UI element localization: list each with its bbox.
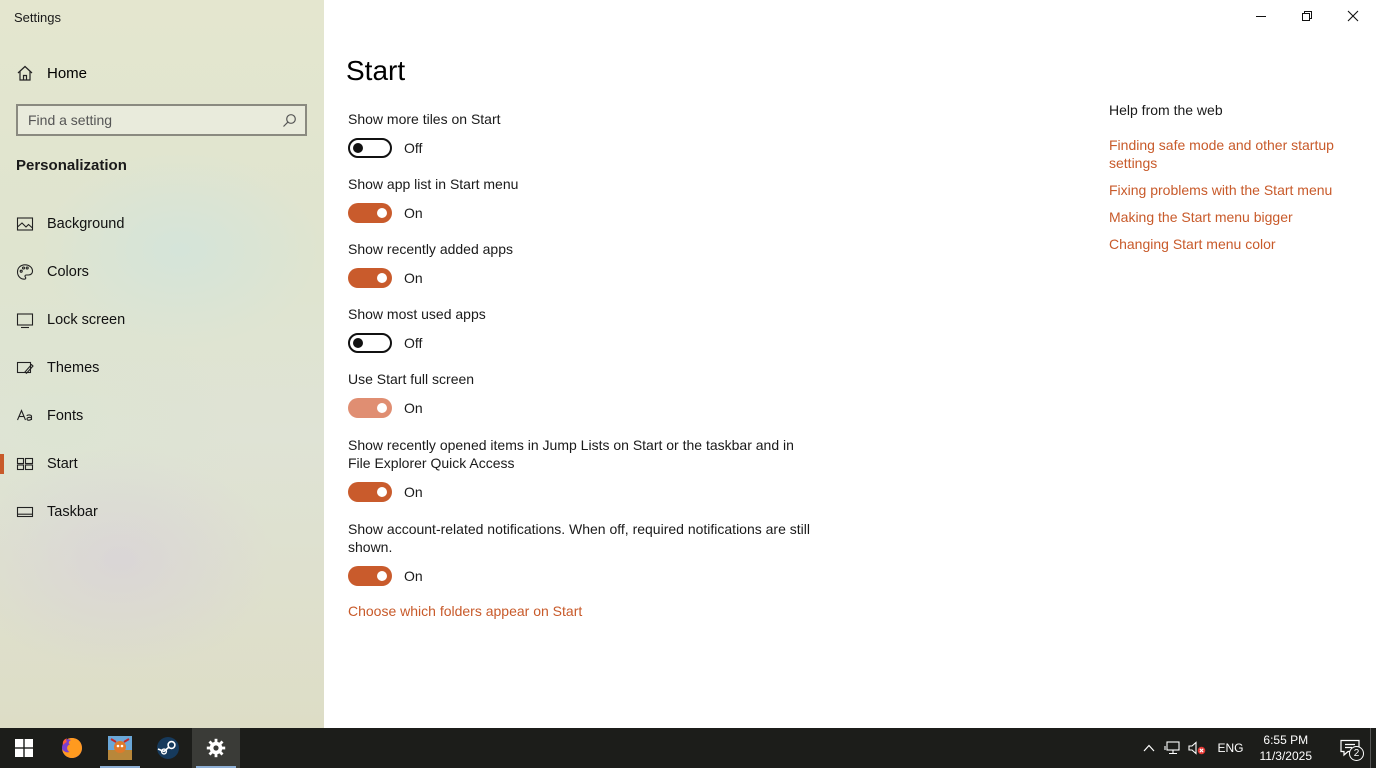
sidebar-item-label: Colors — [47, 264, 89, 280]
setting-account-notifications — [348, 520, 818, 586]
sidebar-item-lock-screen[interactable] — [0, 296, 324, 344]
setting-more-tiles — [348, 110, 818, 158]
help-title: Help from the web — [1109, 102, 1223, 118]
restore-button[interactable] — [1284, 0, 1330, 32]
action-center-button[interactable] — [1330, 728, 1370, 768]
toggle-more-tiles[interactable] — [348, 138, 818, 158]
setting-jump-lists — [348, 436, 818, 502]
close-icon — [1347, 10, 1359, 22]
toggle-full-screen[interactable] — [348, 398, 818, 418]
taskbar-icon — [16, 503, 34, 521]
toggle-switch[interactable] — [348, 566, 392, 586]
firefox-icon — [60, 736, 84, 760]
main-content — [324, 0, 1376, 728]
minimize-icon — [1255, 10, 1267, 22]
clock[interactable] — [1260, 732, 1313, 764]
clock-date: 11/3/2025 — [1259, 749, 1312, 763]
close-button[interactable] — [1330, 0, 1376, 32]
palette-icon — [16, 263, 34, 281]
toggle-switch[interactable] — [348, 333, 392, 353]
toggle-state: Off — [404, 140, 423, 156]
gear-icon — [206, 738, 226, 758]
setting-label: Show recently opened items in Jump Lists on Start or the taskbar and in File Explorer Quick Access — [348, 437, 794, 471]
toggle-switch[interactable] — [348, 398, 392, 418]
toggle-switch[interactable] — [348, 203, 392, 223]
sidebar-item-colors[interactable] — [0, 248, 324, 296]
app-title: Settings — [14, 10, 61, 25]
toggle-jump-lists[interactable] — [348, 482, 818, 502]
toggle-switch[interactable] — [348, 268, 392, 288]
setting-app-list — [348, 175, 818, 223]
toggle-switch[interactable] — [348, 138, 392, 158]
help-links — [1109, 136, 1359, 253]
network-icon — [1164, 741, 1182, 755]
sidebar-item-taskbar[interactable] — [0, 488, 324, 536]
toggle-knob — [377, 208, 387, 218]
sidebar-item-themes[interactable] — [0, 344, 324, 392]
restore-icon — [1301, 10, 1313, 22]
system-tray — [1137, 728, 1376, 768]
game-app-icon — [108, 736, 132, 760]
setting-label: Show account-related notifications. When off, required notifications are still shown. — [348, 521, 810, 555]
setting-label: Show most used apps — [348, 306, 486, 322]
search-icon[interactable] — [282, 113, 297, 128]
setting-label: Show recently added apps — [348, 241, 513, 257]
toggle-state: On — [404, 205, 423, 221]
setting-recently-added — [348, 240, 818, 288]
volume-button[interactable] — [1185, 728, 1209, 768]
steam-icon — [156, 736, 180, 760]
window-controls — [1238, 0, 1376, 32]
windows-logo-icon — [15, 739, 33, 757]
setting-full-screen — [348, 370, 818, 418]
chevron-up-icon — [1143, 744, 1155, 752]
toggle-state: On — [404, 400, 423, 416]
clock-time: 6:55 PM — [1263, 733, 1309, 747]
sidebar-item-background[interactable] — [0, 200, 324, 248]
lock-screen-icon — [16, 311, 34, 329]
help-link[interactable]: Changing Start menu color — [1109, 236, 1276, 252]
sidebar — [0, 0, 324, 728]
show-desktop-button[interactable] — [1370, 728, 1376, 768]
choose-folders-link[interactable]: Choose which folders appear on Start — [348, 603, 583, 619]
taskbar-firefox[interactable] — [48, 728, 96, 768]
themes-icon — [16, 359, 34, 377]
search-box[interactable] — [16, 104, 307, 136]
taskbar — [0, 728, 1376, 768]
help-panel — [1109, 102, 1359, 262]
toggle-state: On — [404, 484, 423, 500]
sidebar-item-label: Taskbar — [47, 504, 98, 520]
setting-label: Show more tiles on Start — [348, 111, 501, 127]
sidebar-item-label: Themes — [47, 360, 100, 376]
notification-count-badge: 2 — [1349, 746, 1364, 761]
home-icon — [16, 64, 34, 82]
sidebar-item-start[interactable] — [0, 440, 324, 488]
sidebar-item-label: Lock screen — [47, 312, 126, 328]
help-link[interactable]: Fixing problems with the Start menu — [1109, 182, 1333, 198]
sidebar-item-fonts[interactable] — [0, 392, 324, 440]
volume-muted-icon — [1188, 741, 1206, 755]
toggle-recently-added[interactable] — [348, 268, 818, 288]
setting-most-used — [348, 305, 818, 353]
section-heading: Personalization — [16, 157, 127, 174]
language-indicator[interactable]: ENG — [1217, 741, 1244, 755]
sidebar-item-label: Background — [47, 216, 125, 232]
toggle-knob — [353, 143, 363, 153]
toggle-knob — [377, 403, 387, 413]
toggle-state: On — [404, 270, 423, 286]
taskbar-steam[interactable] — [144, 728, 192, 768]
home-label: Home — [47, 64, 88, 82]
page-title: Start — [346, 55, 406, 86]
start-icon — [16, 455, 34, 473]
fonts-icon — [16, 407, 34, 425]
help-link[interactable]: Finding safe mode and other startup settings — [1109, 137, 1334, 171]
sidebar-item-label: Fonts — [47, 408, 84, 424]
sidebar-nav — [0, 200, 324, 536]
help-link[interactable]: Making the Start menu bigger — [1109, 209, 1293, 225]
taskbar-settings[interactable] — [192, 728, 240, 768]
toggle-state: On — [404, 568, 423, 584]
toggle-switch[interactable] — [348, 482, 392, 502]
picture-icon — [16, 215, 34, 233]
toggle-most-used[interactable] — [348, 333, 818, 353]
toggle-knob — [377, 571, 387, 581]
taskbar-game[interactable] — [96, 728, 144, 768]
show-hidden-icons-button[interactable] — [1137, 728, 1161, 768]
home-nav-item[interactable] — [16, 62, 87, 84]
setting-label: Show app list in Start menu — [348, 176, 519, 192]
toggle-account-notifications[interactable] — [348, 566, 818, 586]
toggle-knob — [377, 273, 387, 283]
toggle-knob — [353, 338, 363, 348]
toggle-app-list[interactable] — [348, 203, 818, 223]
sidebar-item-label: Start — [47, 456, 78, 472]
setting-label: Use Start full screen — [348, 371, 475, 387]
start-button[interactable] — [0, 728, 48, 768]
minimize-button[interactable] — [1238, 0, 1284, 32]
network-button[interactable] — [1161, 728, 1185, 768]
toggle-knob — [377, 487, 387, 497]
toggle-state: Off — [404, 335, 423, 351]
search-input[interactable] — [28, 112, 282, 128]
